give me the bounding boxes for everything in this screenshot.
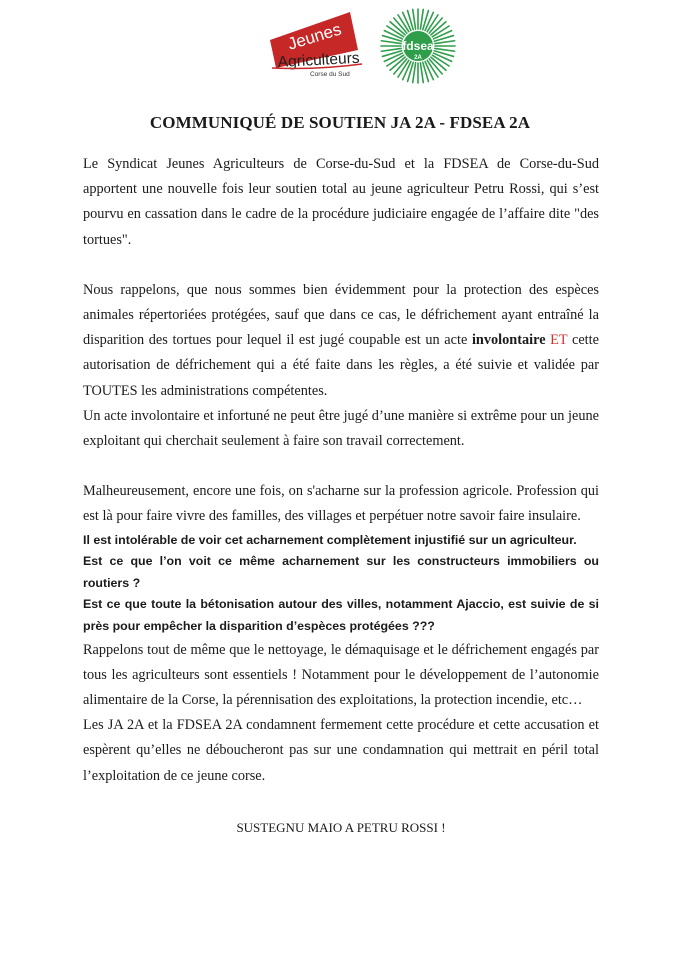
header-logos	[0, 0, 680, 100]
page-title: COMMUNIQUÉ DE SOUTIEN JA 2A - FDSEA 2A	[149, 113, 531, 132]
fdsea-logo-ray	[381, 48, 401, 51]
closing-slogan: SUSTEGNU MAIO A PETRU ROSSI !	[236, 819, 446, 835]
emphasis-involontaire: involontaire	[471, 332, 546, 349]
communique-body	[83, 152, 599, 840]
paragraph-nettoyage: Rappelons tout de même que le nettoyage, le démaquisage et le défrichement engagés par tous les agriculteurs sont essentiels ! Notamment pour le développement de l’autonomie alimentaire de la Corse, la pérennisation des exploitations, la protection incendie, etc…	[83, 641, 599, 709]
emphasis-et: ET	[545, 332, 568, 349]
ja-logo-line2: Agriculteurs	[277, 49, 360, 72]
fdsea-logo-dept: 2A	[414, 55, 422, 61]
paragraph-intolerable: Il est intolérable de voir cet acharnement complètement injustifié sur un agriculteur.	[83, 532, 577, 547]
fdsea-logo-name: fdsea	[402, 39, 434, 53]
fdsea-logo-ray	[420, 9, 423, 29]
ja-logo-line1: Jeunes	[285, 19, 344, 54]
paragraph-profession: Malheureusement, encore une fois, on s'acharne sur la profession agricole. Profession qui est là pour faire vivre des familles, des villages et perpétuer notre savoir faire insulaire.	[83, 483, 599, 525]
paragraph-question-betonisation: Est ce que toute la bétonisation autour des villes, notamment Ajaccio, est suivie de si près pour empêcher la disparition d’espèces protégées ???	[83, 597, 599, 634]
fdsea-logo-ray	[413, 63, 416, 83]
fdsea-logo-ray	[420, 63, 423, 83]
paragraph-question-constructeurs: Est ce que l’on voit ce même acharnement sur les constructeurs immobiliers ou routiers ?	[83, 554, 599, 590]
paragraph-acte: Un acte involontaire et infortuné ne peut être jugé d’une manière si extrême pour un jeune exploitant qui cherchait seulement à faire son travail correctement.	[83, 407, 599, 450]
ja-logo-line3: Corse du Sud	[310, 71, 350, 78]
fdsea-logo-ray	[435, 41, 455, 44]
paragraph-rappel	[83, 278, 599, 404]
jeunes-agriculteurs-logo	[262, 10, 372, 82]
paragraph-intro: Le Syndicat Jeunes Agriculteurs de Corse-du-Sud et la FDSEA de Corse-du-Sud apportent une nouvelle fois leur soutien total au jeune agriculteur Petru Rossi, qui s’est pourvu en cassation dans le cadre de la procédure judiciaire engagée de l’affaire dite "des tortues".	[83, 156, 599, 248]
paragraph-condamnation: Les JA 2A et la FDSEA 2A condamnent fermement cette procédure et cette accusation et espèrent qu’elles ne déboucheront pas sur une condamnation qui mettrait en péril total l’exploitation de ce jeune corse.	[83, 717, 599, 784]
paragraph-rappel-end: cette autorisation de défrichement qui a été faite dans les règles, a été suivie et validée par TOUTES les administrations compétentes.	[83, 332, 599, 399]
fdsea-logo-ray	[381, 41, 401, 44]
fdsea-logo	[378, 6, 458, 86]
fdsea-logo-ray	[413, 9, 416, 29]
paragraph-rappel-start: Nous rappelons, que nous sommes bien évidemment pour la protection des espèces animales répertoriées protégées, sauf que dans ce cas, le défrichement ayant entraîné la disparition des tortues pour lequel il est jugé coupable est un acte	[83, 281, 599, 349]
fdsea-logo-ray	[435, 48, 455, 51]
